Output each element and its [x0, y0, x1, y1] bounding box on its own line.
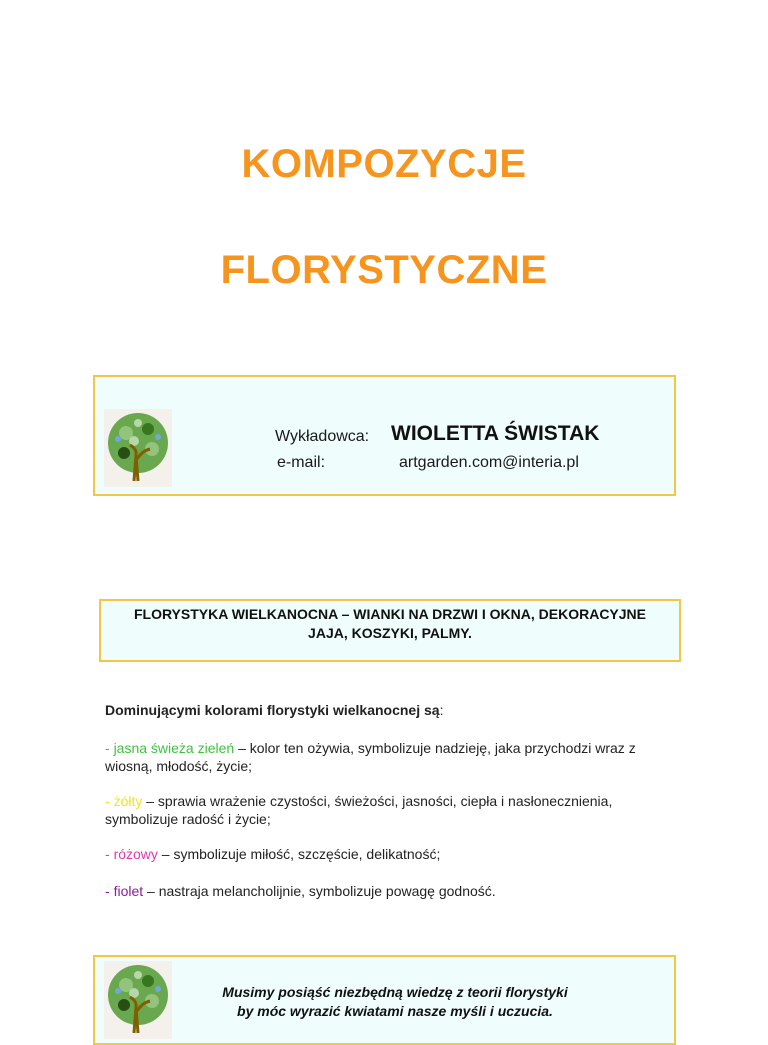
email-label: e-mail:	[277, 454, 326, 471]
heading-text: Dominującymi kolorami florystyki wielkanocnej są	[105, 702, 440, 718]
color-item-yellow	[105, 792, 665, 828]
color-description: – symbolizuje miłość, szczęście, delikatność;	[157, 846, 441, 862]
heading-colon: :	[439, 702, 444, 718]
topic-text	[101, 605, 679, 643]
topic-line-1: FLORYSTYKA WIELKANOCNA – WIANKI NA DRZWI I OKNA, DEKORACYJNE	[133, 606, 647, 622]
color-name-yellow: żółty	[113, 793, 143, 809]
topic-box	[99, 599, 681, 662]
quote-line-2: by móc wyrazić kwiatami nasze myśli i uczucia.	[237, 1003, 553, 1019]
title-line-2: FLORYSTYCZNE	[220, 248, 548, 292]
color-item-green	[105, 739, 665, 775]
color-item-violet	[105, 882, 665, 900]
email-address: artgarden.com@interia.pl	[399, 454, 579, 471]
color-name-violet: fiolet	[113, 883, 144, 899]
color-description: – nastraja melancholijnie, symbolizuje powagę godność.	[143, 883, 496, 899]
color-description: – sprawia wrażenie czystości, świeżości, jasności, ciepła i nasłonecznienia, symbolizuje radość i życie;	[105, 793, 613, 827]
tree-logo-icon	[104, 961, 172, 1039]
color-name-pink: różowy	[113, 846, 158, 862]
item-dash: -	[105, 846, 114, 862]
item-dash: -	[105, 740, 114, 756]
lecturer-box	[93, 375, 676, 496]
quote-line-1: Musimy posiąść niezbędną wiedzę z teorii florystyki	[222, 984, 568, 1000]
lecturer-label: Wykładowca:	[275, 428, 370, 445]
quote-text	[195, 983, 595, 1021]
color-description: – kolor ten ożywia, symbolizuje nadzieję, jaka przychodzi wraz z wiosną, młodość, życie;	[105, 740, 636, 774]
quote-box	[93, 955, 676, 1045]
lecturer-name: WIOLETTA ŚWISTAK	[391, 422, 600, 445]
item-dash: -	[105, 793, 114, 809]
title-line-1: KOMPOZYCJE	[241, 142, 527, 186]
item-dash: -	[105, 883, 114, 899]
tree-logo-icon	[104, 409, 172, 487]
color-name-green: jasna świeża zieleń	[113, 740, 235, 756]
topic-line-2: JAJA, KOSZYKI, PALMY.	[308, 625, 472, 641]
color-item-pink	[105, 845, 665, 863]
dominant-colors-heading	[105, 701, 665, 719]
